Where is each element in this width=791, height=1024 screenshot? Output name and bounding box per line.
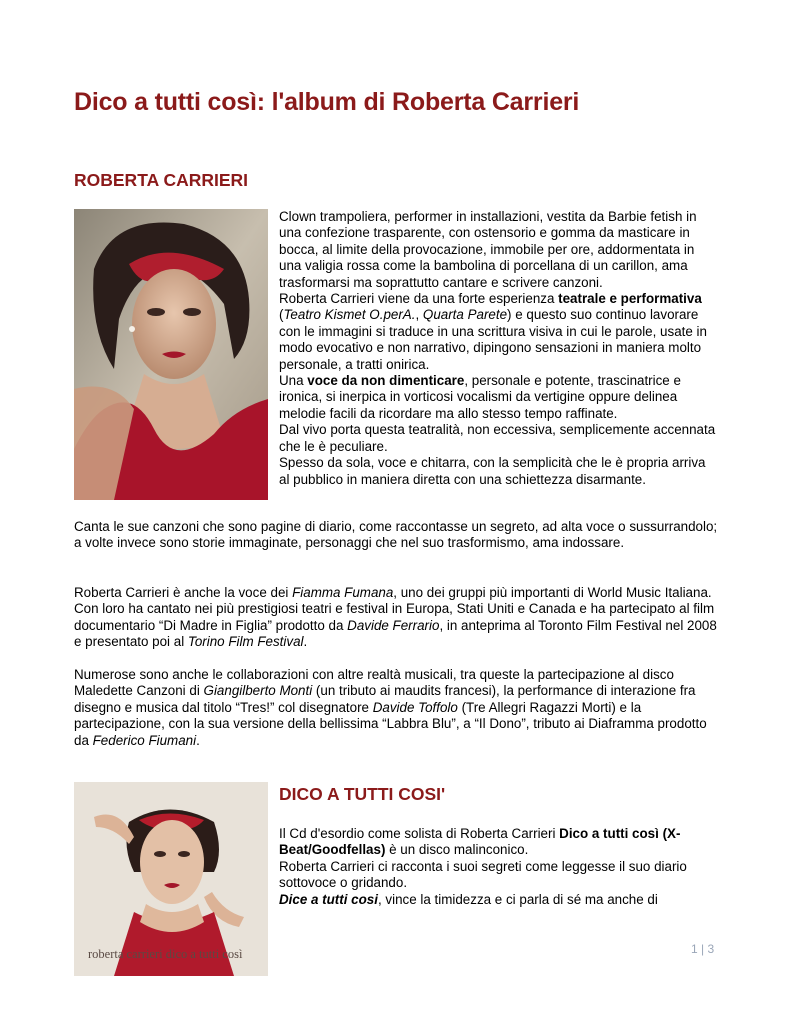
paragraph-songs: Canta le sue canzoni che sono pagine di diario, come raccontasse un segreto, ad alta voce o sussurrandolo; a volte invece sono storie immaginate, personaggi che nel suo trasformismo, ama indossare. (74, 519, 718, 551)
paragraph-album-debut: Il Cd d'esordio come solista di Roberta Carrieri Dico a tutti così (X-Beat/Goodfellas) è un disco malinconico. (279, 826, 681, 858)
section-heading-dico-a-tutti-cosi: DICO A TUTTI COSI' (279, 784, 446, 804)
document-title: Dico a tutti così: l'album di Roberta Carrieri (74, 88, 580, 116)
paragraph-solo: Spesso da sola, voce e chitarra, con la semplicità che le è propria arriva al pubblico in maniera diretta con una schiettezza disarmante. (279, 455, 706, 487)
album-cover-image (74, 782, 268, 976)
intro-text-block (279, 209, 719, 488)
paragraph-intro: Clown trampoliera, performer in installazioni, vestita da Barbie fetish in una confezione trasparente, con ostensorio e gomma da masticare in bocca, al limite della provocazione, immobile per ore, addormentata in una valigia rossa come la bambolina di porcellana di un carillon, ama trasformarsi ma soprattutto cantare e scrivere canzoni. (279, 209, 697, 290)
album-cover-text: roberta carrieri dico a tutti così (88, 947, 243, 961)
paragraph-album-secrets: Roberta Carrieri ci racconta i suoi segreti come leggesse il suo diario sottovoce o gridando. (279, 858, 687, 891)
paragraph-voice: Una voce da non dimenticare, personale e potente, trascinatrice e ironica, si inerpica in vorticosi vocalismi da vertigine oppure delinea melodie facili da ricordare ma allo stesso tempo raffinate. (279, 373, 681, 421)
paragraph-live: Dal vivo porta questa teatralità, non eccessiva, semplicemente accennata che le è peculiare. (279, 422, 716, 454)
album-text-block (279, 826, 719, 908)
section-heading-roberta-carrieri: ROBERTA CARRIERI (74, 170, 249, 190)
page-number: 1 | 3 (691, 942, 715, 956)
paragraph-album-shyness: Dice a tutti cosi, vince la timidezza e ci parla di sé ma anche di (279, 891, 658, 907)
paragraph-fiamma-fumana: Roberta Carrieri è anche la voce dei Fiamma Fumana, uno dei gruppi più importanti di World Music Italiana. Con loro ha cantato nei più prestigiosi teatri e festival in Europa, Stati Uniti e Canada e ha partecipato al film documentario “Di Madre in Figlia” prodotto da Davide Ferrario, in anteprima al Toronto Film Festival nel 2008 e presentato poi al Torino Film Festival. (74, 585, 717, 650)
portrait-photo (74, 209, 268, 500)
paragraph-experience: Roberta Carrieri viene da una forte esperienza teatrale e performativa (Teatro Kismet O.perA., Quarta Parete) e questo suo continuo lavorare con le immagini si traduce in una scrittura visiva in cui le parole, usate in modo evocativo e non narrativo, dipingono sensazioni in maniera molto personale, a tratti onirica. (279, 291, 707, 372)
paragraph-collaborations: Numerose sono anche le collaborazioni con altre realtà musicali, tra queste la partecipazione al disco Maledette Canzoni di Giangilberto Monti (un tributo ai maudits francesi), la performance di interazione fra disegno e musica dal titolo “Tres!” col disegnatore Davide Toffolo (Tre Allegri Ragazzi Morti) e la partecipazione, con la sua versione della bellissima “Labbra Blu”, a “Il Dono”, tributo ai Diaframma prodotto da Federico Fiumani. (74, 667, 707, 748)
